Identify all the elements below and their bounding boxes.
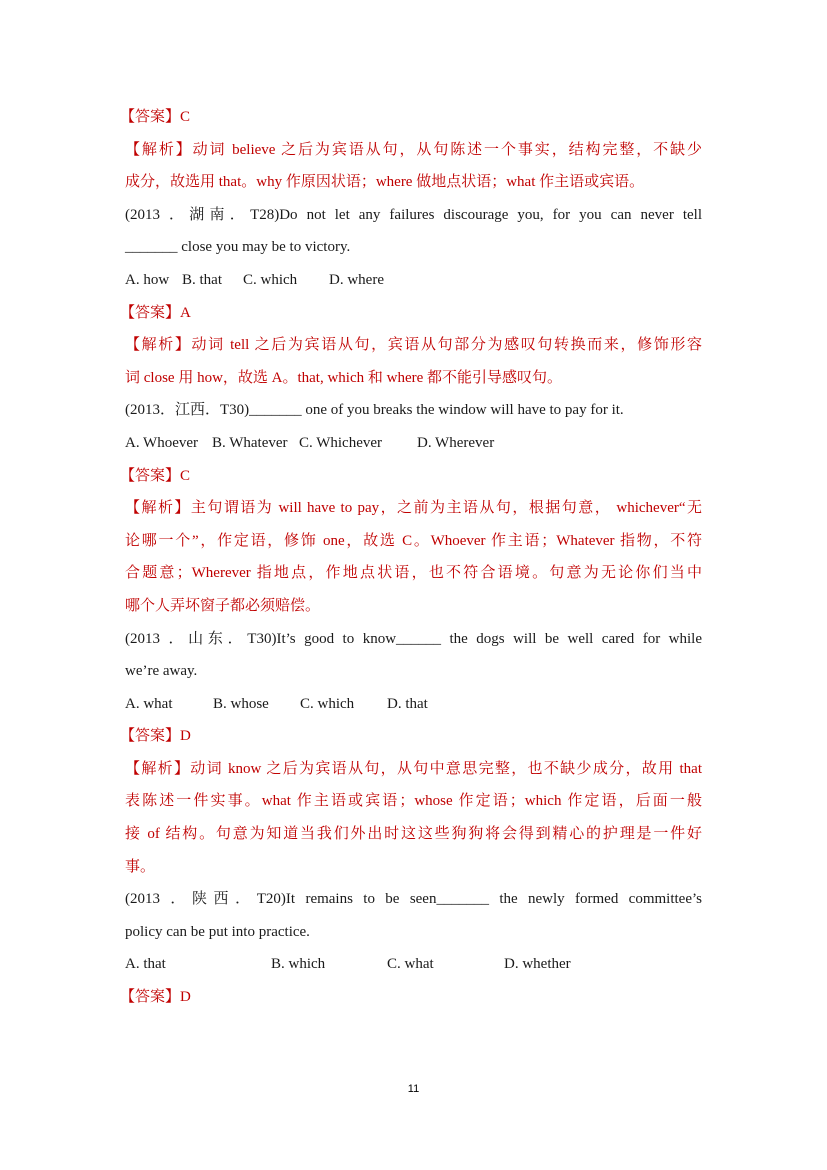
- question-line: _______ close you may be to victory.: [125, 239, 351, 256]
- question-line: (2013 ．陕西．T20)It remains to be seen_______ the newly formed committee’s: [125, 891, 702, 908]
- analysis-line: 事。: [125, 858, 156, 875]
- analysis-line: 【解析】主句谓语为 will have to pay，之前为主语从句，根据句意， whichever“无: [125, 500, 702, 517]
- option-b: B. that: [182, 271, 222, 288]
- question-line: (2013 ．山东．T30)It’s good to know______ the dogs will be well cared for while: [125, 630, 702, 647]
- option-d: D. Wherever: [417, 434, 495, 451]
- option-d: D. that: [387, 695, 428, 712]
- analysis-line: 哪个人弄坏窗子都必须赔偿。: [125, 597, 321, 614]
- option-a: A. how: [125, 271, 170, 288]
- answer-line: 【答案】A: [120, 304, 191, 321]
- option-b: B. which: [271, 956, 326, 973]
- document-body: [120, 101, 702, 1014]
- option-a: A. that: [125, 956, 166, 973]
- question-line: (2013 ．湖南．T28)Do not let any failures discourage you, for you can never tell: [125, 206, 702, 223]
- options-row: [125, 427, 702, 460]
- analysis-line: 词 close 用 how，故选 A。that, which 和 where 都不能引导感叹句。: [125, 369, 563, 386]
- question-line: policy can be put into practice.: [125, 923, 310, 940]
- option-c: C. Whichever: [299, 434, 383, 451]
- analysis-line: 【解析】动词 believe 之后为宾语从句，从句陈述一个事实，结构完整，不缺少: [125, 141, 702, 158]
- analysis-line: 成分，故选用 that。why 作原因状语；where 做地点状语；what 作主语或宾语。: [125, 174, 645, 191]
- question-line: we’re away.: [125, 663, 198, 680]
- option-a: A. what: [125, 695, 173, 712]
- question-line: (2013．江西．T30)_______ one of you breaks the window will have to pay for it.: [125, 402, 624, 419]
- option-c: C. which: [300, 695, 355, 712]
- analysis-line: 【解析】动词 tell 之后为宾语从句，宾语从句部分为感叹句转换而来，修饰形容: [125, 337, 702, 354]
- option-d: D. whether: [504, 956, 571, 973]
- answer-line: 【答案】D: [120, 989, 191, 1006]
- options-row: [125, 264, 702, 297]
- option-b: B. Whatever: [212, 434, 288, 451]
- option-b: B. whose: [213, 695, 269, 712]
- analysis-line: 合题意；Wherever 指地点，作地点状语，也不符合语境。句意为无论你们当中: [125, 565, 702, 582]
- option-c: C. what: [387, 956, 434, 973]
- option-d: D. where: [329, 271, 384, 288]
- page-number: 11: [407, 1083, 420, 1095]
- options-row: [125, 948, 702, 981]
- analysis-line: 论哪一个”，作定语，修饰 one，故选 C。Whoever 作主语；Whatever 指物，不符: [125, 532, 702, 549]
- answer-line: 【答案】C: [120, 467, 191, 484]
- option-a: A. Whoever: [125, 434, 199, 451]
- answer-line: 【答案】D: [120, 728, 191, 745]
- analysis-line: 表陈述一件实事。what 作主语或宾语；whose 作定语；which 作定语，后面一般: [125, 793, 702, 810]
- options-row: [125, 688, 702, 721]
- analysis-line: 【解析】动词 know 之后为宾语从句，从句中意思完整，也不缺少成分，故用 that: [125, 760, 702, 777]
- analysis-line: 接 of 结构。句意为知道当我们外出时这这些狗狗将会得到精心的护理是一件好: [125, 826, 702, 843]
- answer-line: 【答案】C: [120, 109, 191, 125]
- option-c: C. which: [243, 271, 298, 288]
